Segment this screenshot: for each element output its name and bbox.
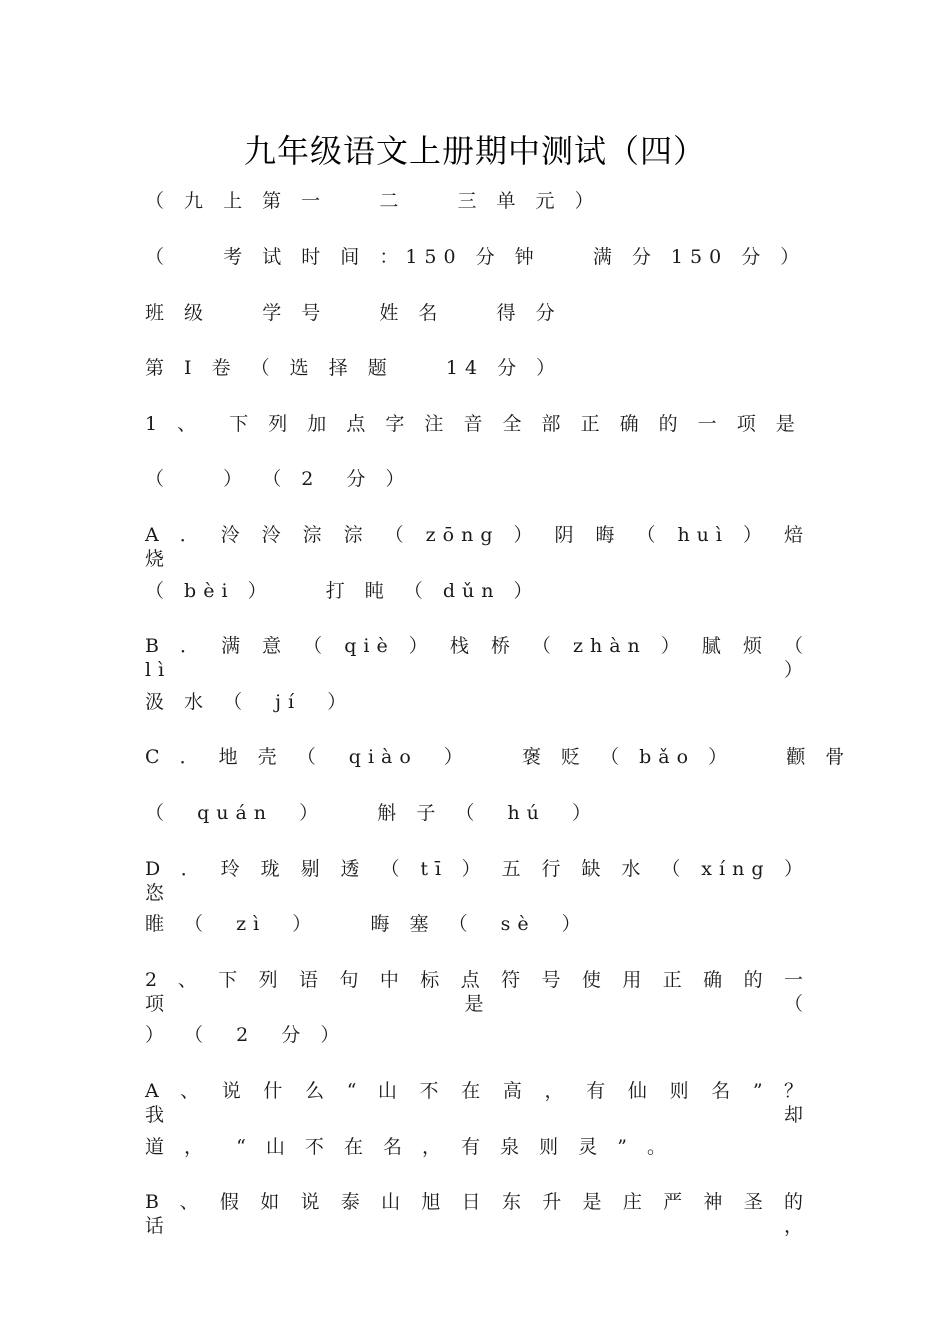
- exam-time-line: （ 考 试 时 间 ：150 分 钟 满 分 150 分 ）: [145, 246, 807, 268]
- q2-option-a: A 、 说 什 么 “ 山 不 在 高 ， 有 仙 则 名 ” ？ 我 却: [145, 1080, 810, 1126]
- question-1-stem: 1 、 下 列 加 点 字 注 音 全 部 正 确 的 一 项 是: [145, 413, 802, 435]
- q1-option-a-cont: （ bèi ） 打 盹 （ dǔn ）: [145, 580, 540, 602]
- q2-option-b: B 、 假 如 说 泰 山 旭 日 东 升 是 庄 严 神 圣 的 话 ，: [145, 1191, 810, 1237]
- section-heading: 第 Ⅰ 卷 （ 选 择 题 14 分 ）: [145, 357, 563, 379]
- q1-option-a: A ． 泠 泠 淙 淙 （ zōng ） 阴 晦 （ huì ） 焙 烧: [145, 524, 810, 570]
- page-title: 九年级语文上册期中测试（四）: [243, 132, 706, 170]
- q1-option-c: C ． 地 壳 （ qiào ） 褒 贬 （ bǎo ） 颧 骨: [145, 746, 852, 768]
- exam-scope-line: （ 九 上 第 一 二 三 单 元 ）: [145, 190, 601, 212]
- q1-option-d-cont: 睢 （ zì ） 晦 塞 （ sè ）: [145, 913, 588, 935]
- question-2-answer-blank: ） （ 2 分 ）: [145, 1024, 347, 1046]
- q1-option-d: D ． 玲 珑 剔 透 （ tī ） 五 行 缺 水 （ xíng ） 恣: [145, 858, 810, 904]
- q1-option-b-cont: 汲 水 （ jí ）: [145, 691, 354, 713]
- question-1-answer-blank: （ ） （ 2 分 ）: [145, 468, 412, 490]
- q1-option-b: B ． 满 意 （ qiè ） 栈 桥 （ zhàn ） 腻 烦 （ lì ）: [145, 635, 810, 681]
- question-2-stem: 2 、 下 列 语 句 中 标 点 符 号 使 用 正 确 的 一 项 是 （: [145, 969, 810, 1015]
- q1-option-c-cont: （ quán ） 斛 子 （ hú ）: [145, 802, 598, 824]
- q2-option-a-cont: 道 ， “ 山 不 在 名 ， 有 泉 则 灵 ” 。: [145, 1136, 673, 1158]
- student-info-line: 班 级 学 号 姓 名 得 分: [145, 302, 562, 324]
